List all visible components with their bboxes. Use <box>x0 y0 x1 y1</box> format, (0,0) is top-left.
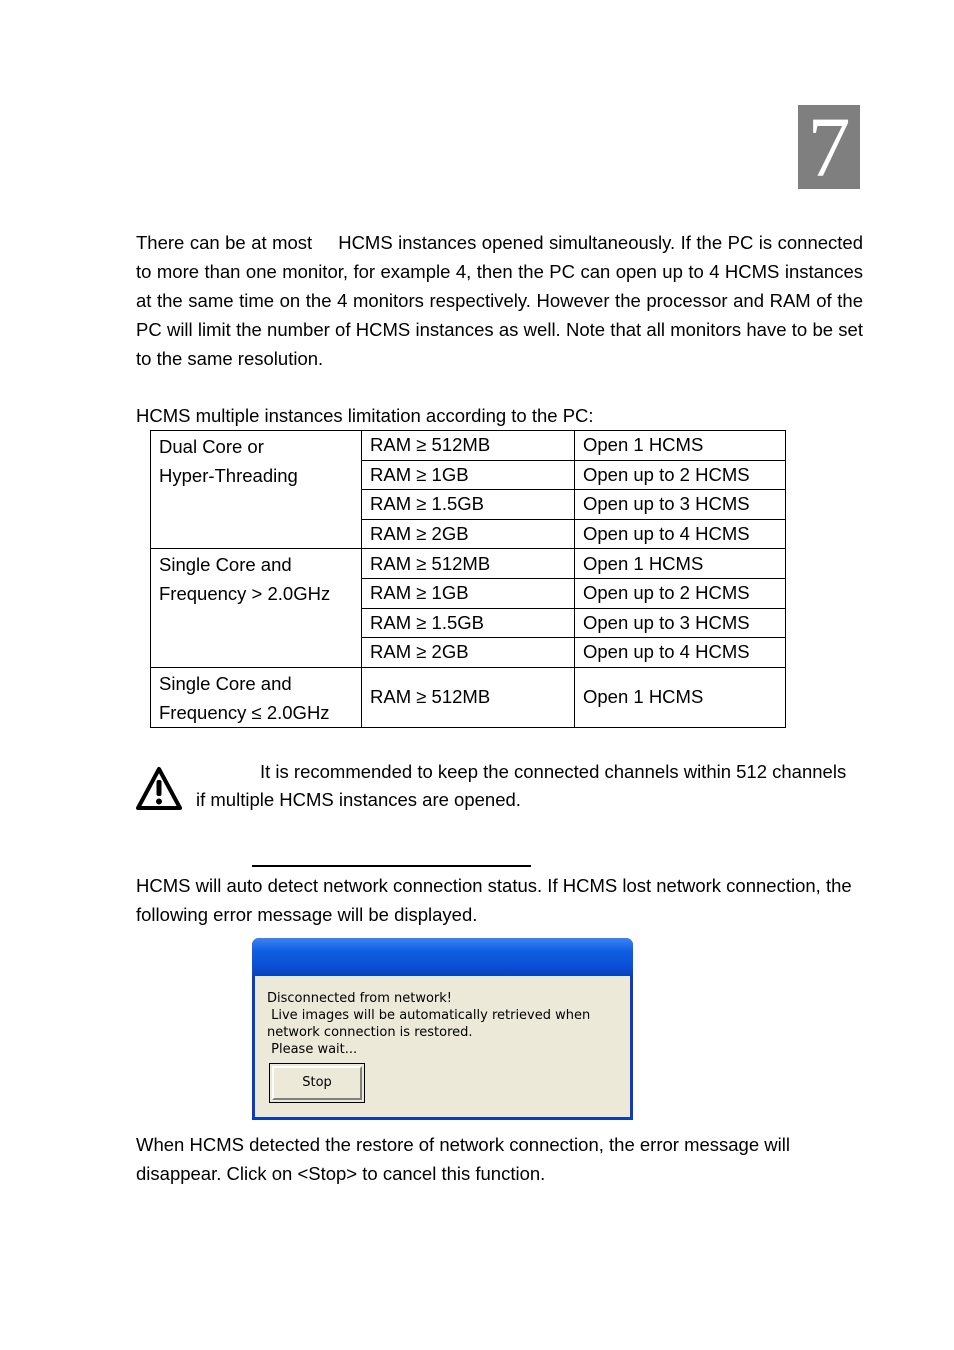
restore-paragraph: When HCMS detected the restore of network connection, the error message will disappear. Click on <Stop> to cancel this function. <box>136 1134 790 1184</box>
ram-cell: RAM ≥ 1.5GB <box>362 608 575 638</box>
table-caption: HCMS multiple instances limitation according to the PC: <box>136 405 594 426</box>
instances-cell: Open up to 3 HCMS <box>575 608 786 638</box>
note-line1: It is recommended to keep the connected channels within 512 channels <box>260 761 847 782</box>
ram-cell: RAM ≥ 1.5GB <box>362 490 575 520</box>
instances-cell: Open up to 4 HCMS <box>575 519 786 549</box>
table-row <box>151 667 786 727</box>
note-text <box>196 758 876 814</box>
cpu-cell: Dual Core or Hyper-Threading <box>151 431 362 549</box>
table-row <box>151 549 786 579</box>
dialog-message: Disconnected from network! Live images will be automatically retrieved when network connection is restored. Please wait... <box>267 991 591 1057</box>
ram-cell: RAM ≥ 512MB <box>362 549 575 579</box>
ram-cell: RAM ≥ 2GB <box>362 638 575 668</box>
table-row <box>151 431 786 461</box>
network-paragraph: HCMS will auto detect network connection status. If HCMS lost network connection, the following error message will be displayed. <box>136 875 852 925</box>
note-line2: if multiple HCMS instances are opened. <box>196 789 521 810</box>
cpu-cell: Single Core and Frequency ≤ 2.0GHz <box>151 667 362 727</box>
instances-cell: Open up to 2 HCMS <box>575 460 786 490</box>
cpu-cell: Single Core and Frequency > 2.0GHz <box>151 549 362 667</box>
stop-button-label: Stop <box>272 1066 362 1100</box>
disconnected-dialog <box>252 938 633 1120</box>
instances-cell: Open up to 2 HCMS <box>575 578 786 608</box>
instances-cell: Open 1 HCMS <box>575 667 786 727</box>
stop-button[interactable] <box>269 1063 365 1103</box>
instances-cell: Open up to 3 HCMS <box>575 490 786 520</box>
limits-table <box>150 430 786 728</box>
ram-cell: RAM ≥ 512MB <box>362 431 575 461</box>
ram-cell: RAM ≥ 1GB <box>362 578 575 608</box>
instances-cell: Open 1 HCMS <box>575 431 786 461</box>
section-heading-underline <box>252 865 531 867</box>
intro-prefix: There can be at most <box>136 232 313 253</box>
dialog-body <box>255 976 630 1117</box>
ram-cell: RAM ≥ 2GB <box>362 519 575 549</box>
chapter-number: 7 <box>807 99 851 195</box>
chapter-number-badge <box>798 99 860 195</box>
ram-cell: RAM ≥ 512MB <box>362 667 575 727</box>
intro-body: HCMS instances opened simultaneously. If the PC is connected to more than one monitor, for example 4, then the PC can open up to 4 HCMS instances at the same time on the 4 monitors respectively. However the processor and RAM of the PC will limit the number of HCMS instances as well. Note that all monitors have to be set to the same resolution. <box>136 232 864 369</box>
warning-icon <box>136 766 182 812</box>
intro-paragraph <box>136 228 863 373</box>
dialog-titlebar[interactable] <box>252 938 633 976</box>
instances-cell: Open 1 HCMS <box>575 549 786 579</box>
ram-cell: RAM ≥ 1GB <box>362 460 575 490</box>
instances-cell: Open up to 4 HCMS <box>575 638 786 668</box>
